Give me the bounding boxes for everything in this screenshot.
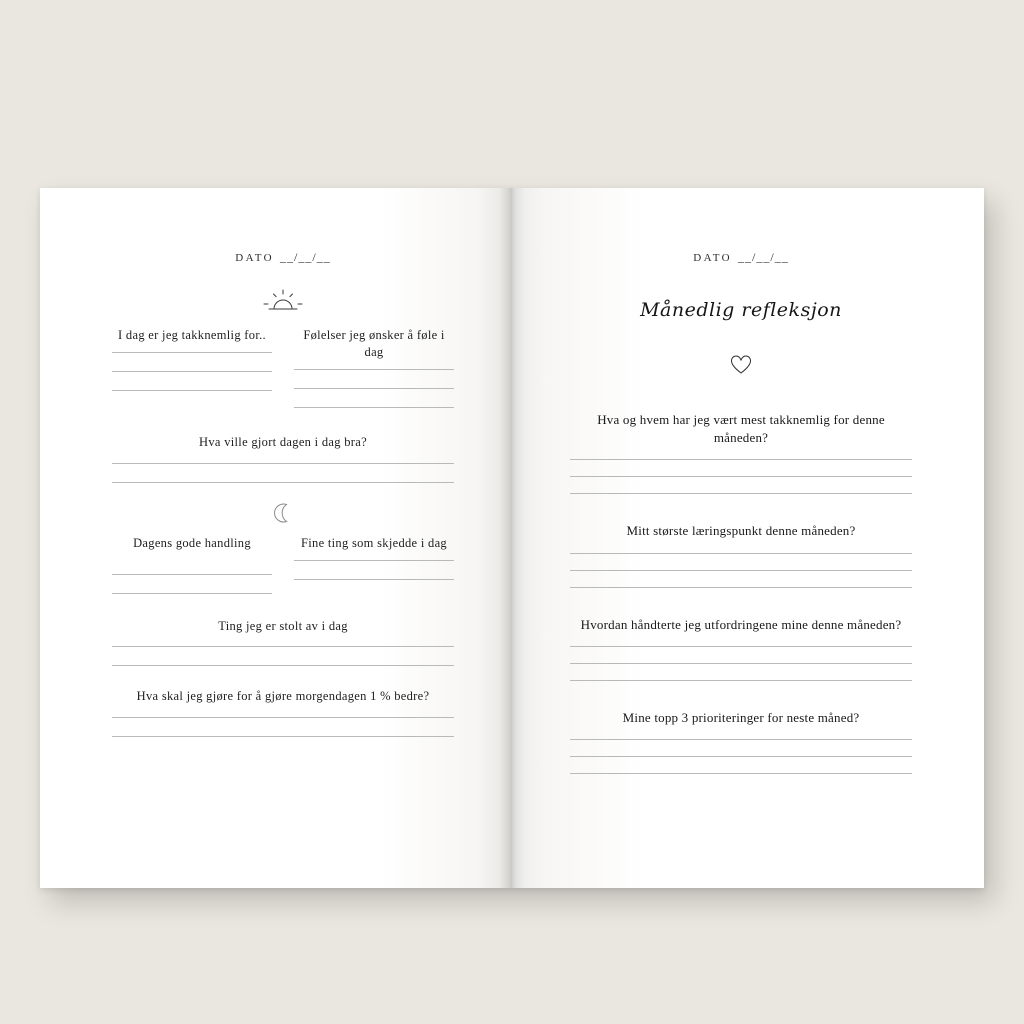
write-line[interactable] <box>570 476 912 477</box>
write-line[interactable] <box>294 369 454 370</box>
question-block <box>570 709 912 774</box>
nice-things-prompt: Fine ting som skjedde i dag <box>301 535 447 550</box>
write-line[interactable] <box>570 646 912 647</box>
good-deed-prompt: Dagens gode handling <box>133 535 251 550</box>
question-prompt: Hvordan håndterte jeg utfordringene mine denne måneden? <box>580 616 902 632</box>
write-line[interactable] <box>112 665 454 666</box>
gratitude-block <box>112 327 272 408</box>
date-label: DATO <box>235 252 275 264</box>
write-line[interactable] <box>112 463 454 464</box>
write-line[interactable] <box>112 717 454 718</box>
write-line[interactable] <box>112 482 454 483</box>
date-label: DATO <box>693 252 733 264</box>
feelings-prompt: Følelser jeg ønsker å føle i dag <box>303 328 445 359</box>
gratitude-prompt: I dag er jeg takknemlig for.. <box>118 328 266 342</box>
write-line[interactable] <box>570 739 912 740</box>
one-percent-lines[interactable] <box>112 717 454 737</box>
question-prompt: Hva og hvem har jeg vært mest takknemlig for denne måneden? <box>597 412 885 446</box>
question-lines[interactable] <box>570 553 912 588</box>
heart-icon <box>570 351 912 377</box>
write-line[interactable] <box>112 574 272 575</box>
question-block <box>570 411 912 494</box>
question-lines[interactable] <box>570 459 912 494</box>
date-blanks: __/__/__ <box>738 250 789 264</box>
write-line[interactable] <box>570 459 912 460</box>
question-lines[interactable] <box>570 646 912 681</box>
write-line[interactable] <box>294 388 454 389</box>
good-day-lines[interactable] <box>112 463 454 483</box>
open-journal-spread <box>40 188 984 888</box>
write-line[interactable] <box>294 579 454 580</box>
page-title: Månedlig refleksjon <box>640 299 842 321</box>
feelings-block <box>294 327 454 408</box>
moon-icon <box>112 501 454 525</box>
write-line[interactable] <box>570 553 912 554</box>
write-line[interactable] <box>570 587 912 588</box>
feelings-lines[interactable] <box>294 369 454 408</box>
proud-of-lines[interactable] <box>112 646 454 666</box>
date-blanks: __/__/__ <box>280 250 331 264</box>
one-percent-prompt: Hva skal jeg gjøre for å gjøre morgendagen 1 % bedre? <box>136 689 430 704</box>
write-line[interactable] <box>112 646 454 647</box>
gratitude-lines[interactable] <box>112 352 272 391</box>
question-prompt: Mitt største læringspunkt denne måneden? <box>626 523 856 539</box>
left-page <box>40 188 512 888</box>
write-line[interactable] <box>570 773 912 774</box>
write-line[interactable] <box>570 756 912 757</box>
question-prompt: Mine topp 3 prioriteringer for neste måned? <box>622 709 860 725</box>
write-line[interactable] <box>112 593 272 594</box>
proud-of-prompt: Ting jeg er stolt av i dag <box>218 618 348 633</box>
proud-of-block <box>112 618 454 667</box>
good-day-block <box>112 434 454 483</box>
write-line[interactable] <box>112 736 454 737</box>
write-line[interactable] <box>294 407 454 408</box>
write-line[interactable] <box>294 560 454 561</box>
sunrise-icon <box>112 287 454 313</box>
one-percent-block <box>112 688 454 737</box>
write-line[interactable] <box>570 570 912 571</box>
question-lines[interactable] <box>570 739 912 774</box>
question-block <box>570 616 912 681</box>
good-deed-block <box>112 535 272 594</box>
question-block <box>570 522 912 587</box>
right-page <box>512 188 984 888</box>
nice-things-lines[interactable] <box>294 560 454 580</box>
good-deed-lines[interactable] <box>112 574 272 594</box>
date-line-left[interactable] <box>112 250 454 265</box>
write-line[interactable] <box>112 352 272 353</box>
write-line[interactable] <box>570 663 912 664</box>
good-day-prompt: Hva ville gjort dagen i dag bra? <box>199 434 367 449</box>
date-line-right[interactable] <box>570 250 912 265</box>
nice-things-block <box>294 535 454 594</box>
write-line[interactable] <box>112 390 272 391</box>
write-line[interactable] <box>112 371 272 372</box>
write-line[interactable] <box>570 493 912 494</box>
write-line[interactable] <box>570 680 912 681</box>
